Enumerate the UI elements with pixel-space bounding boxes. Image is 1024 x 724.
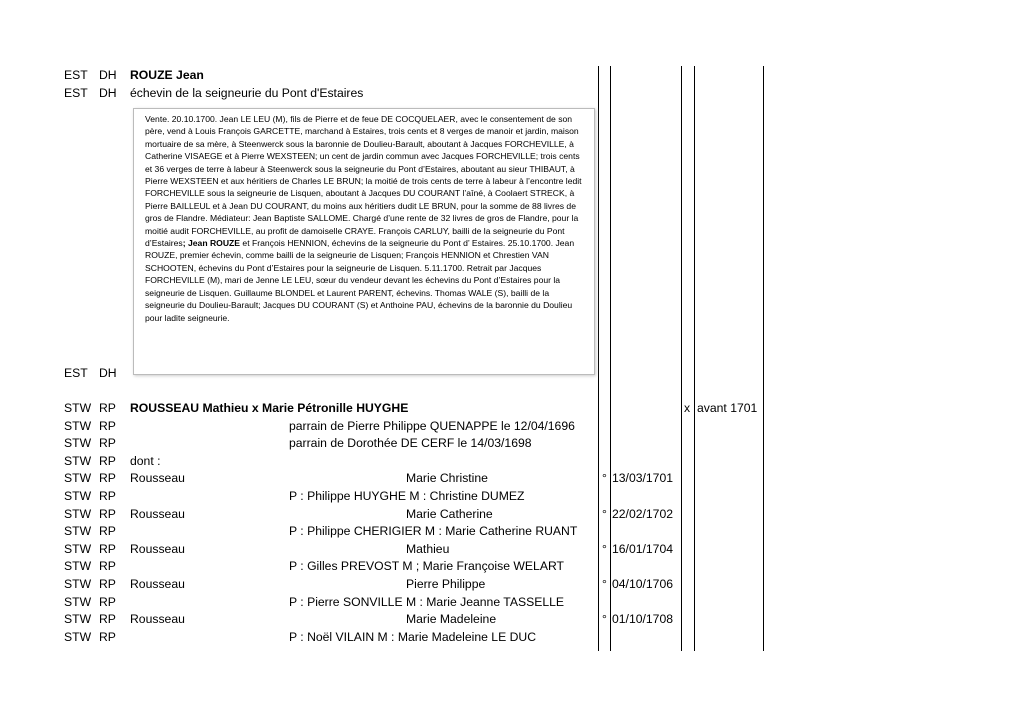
birth-date: 01/10/1708 xyxy=(612,612,673,627)
place-code: EST xyxy=(64,68,88,82)
source-code: RP xyxy=(99,524,116,539)
place-code: STW xyxy=(64,629,92,644)
family-name: dont : xyxy=(130,453,161,468)
birth-mark: ° xyxy=(602,471,607,486)
source-code: DH xyxy=(99,86,117,100)
family-name: Rousseau xyxy=(130,612,185,627)
place-code: STW xyxy=(64,453,92,468)
source-code: RP xyxy=(99,629,116,644)
column-divider xyxy=(694,66,695,651)
source-code: RP xyxy=(99,436,116,451)
source-code: RP xyxy=(99,418,116,433)
godparents-text: P : Philippe HUYGHE M : Christine DUMEZ xyxy=(289,489,525,503)
godparents-text: P : Gilles PREVOST M ; Marie Françoise WELART xyxy=(289,559,564,574)
godparents-text: P : Noël VILAIN M : Marie Madeleine LE DUC xyxy=(289,629,537,644)
place-code: STW xyxy=(64,559,92,574)
place-code: STW xyxy=(64,524,92,539)
source-code: RP xyxy=(99,471,116,486)
family-name: Rousseau xyxy=(130,506,185,521)
column-divider xyxy=(681,66,682,651)
note-text xyxy=(145,113,585,324)
note-text-part: et François HENNION, échevins de la seigneurie du Pont d’ Estaires. 25.10.1700. Jean ROUZE, premier échevin, comme bailli de la seigneurie de Lisquen; François HENNION et Chrestien VAN SCHOOTEN, échevins du Pont d’Estaires pour la seigneurie de Lisquen. 5.11.1700. Retrait par Jacques FORCHEVILLE (M), mari de Jenne LE LEU, sœur du vendeur devant les échevins du Pont d’Estaires pour la seigneurie de Lisquen. Guillaume BLONDEL et Laurent PARENT, échevins. Thomas WALE (S), bailli de la seigneurie du Doulieu-Barault; Jacques DU COURANT (S) et Anthoine PAU, échevins de la baronnie du Doulieu pour ladite seigneurie. xyxy=(145,238,575,323)
birth-date: 13/03/1701 xyxy=(612,471,673,486)
place-code: EST xyxy=(64,366,88,380)
source-code: RP xyxy=(99,489,116,503)
source-code: RP xyxy=(99,401,116,415)
place-code: STW xyxy=(64,541,92,556)
child-name: Pierre Philippe xyxy=(406,577,486,591)
family-name: Rousseau xyxy=(130,471,185,486)
source-code: RP xyxy=(99,559,116,574)
source-code: DH xyxy=(99,366,117,380)
place-code: STW xyxy=(64,418,92,433)
godparents-text: P : Pierre SONVILLE M : Marie Jeanne TASSELLE xyxy=(289,594,565,609)
godparents-text: parrain de Dorothée DE CERF le 14/03/1698 xyxy=(289,436,532,451)
note-box xyxy=(133,108,595,375)
birth-date: 22/02/1702 xyxy=(612,506,673,521)
source-code: RP xyxy=(99,577,116,591)
source-code: DH xyxy=(99,68,117,82)
column-divider xyxy=(610,66,611,651)
column-divider xyxy=(598,66,599,651)
place-code: STW xyxy=(64,471,92,486)
source-code: RP xyxy=(99,612,116,627)
birth-mark: ° xyxy=(602,577,607,591)
birth-mark: ° xyxy=(602,612,607,627)
birth-date: 16/01/1704 xyxy=(612,541,673,556)
family-name: Rousseau xyxy=(130,577,185,591)
person-name: ROUZE Jean xyxy=(130,68,204,82)
place-code: STW xyxy=(64,506,92,521)
marriage-date: avant 1701 xyxy=(697,401,758,415)
godparents-text: P : Philippe CHERIGIER M : Marie Catherine RUANT xyxy=(289,524,578,539)
place-code: STW xyxy=(64,401,92,415)
place-code: STW xyxy=(64,594,92,609)
family-name: ROUSSEAU Mathieu x Marie Pétronille HUYGHE xyxy=(130,401,409,415)
birth-mark: ° xyxy=(602,506,607,521)
child-name: Marie Madeleine xyxy=(406,612,497,627)
birth-date: 04/10/1706 xyxy=(612,577,673,591)
godparents-text: parrain de Pierre Philippe QUENAPPE le 12/04/1696 xyxy=(289,418,575,433)
source-code: RP xyxy=(99,453,116,468)
place-code: STW xyxy=(64,577,92,591)
person-role: échevin de la seigneurie du Pont d'Estaires xyxy=(130,86,364,100)
birth-mark: ° xyxy=(602,541,607,556)
source-code: RP xyxy=(99,541,116,556)
place-code: STW xyxy=(64,612,92,627)
source-code: RP xyxy=(99,594,116,609)
place-code: STW xyxy=(64,489,92,503)
column-divider xyxy=(763,66,764,651)
note-text-part: Vente. 20.10.1700. Jean LE LEU (M), fils de Pierre et de feue DE COCQUELAER, avec le consentement de son père, vend à Louis François GARCETTE, marchand à Estaires, trois cents et 8 verges de manoir et jardin, maison mortuaire de sa mère, à Steenwerck sous la baronnie de Doulieu-Barault, aboutant à Jacques FORCHEVILLE, à Catherine VISAEGE et à Pierre WEXSTEEN; un cent de jardin commun avec Jacques FORCHEVILLE; trois cents et 36 verges de terre à labeur à Steenwerck sous la seigneurie du Pont d’Estaires, aboutant au sieur THIBAUT, à Pierre WEXSTEEN et aux héritiers de Charles LE BRUN; la moitié de trois cents de terre à labeur à l’encontre ledit FORCHEVILLE sous la seigneurie de Lisquen, aboutant à Jacques DU COURANT l’aîné, à Coolaert STRECK, à Pierre BAILLEUL et à Jean DU COURANT, du moins aux héritiers dudit LE BRUN, pour la somme de 88 livres de gros de Flandre. Médiateur: Jean Baptiste SALLOME. Chargé d’une rente de 32 livres de gros de Flandre, pour la moitié audit FORCHEVILLE, au profit de damoiselle CRAYE. François CARLUY, bailli de la seigneurie du Pont d’Estaires xyxy=(145,114,582,249)
family-name: Rousseau xyxy=(130,541,185,556)
marriage-mark: x xyxy=(684,401,691,415)
place-code: EST xyxy=(64,86,88,100)
source-code: RP xyxy=(99,506,116,521)
child-name: Mathieu xyxy=(406,541,450,556)
note-highlight: ; Jean ROUZE xyxy=(182,238,241,249)
child-name: Marie Catherine xyxy=(406,506,493,521)
child-name: Marie Christine xyxy=(406,471,488,486)
place-code: STW xyxy=(64,436,92,451)
